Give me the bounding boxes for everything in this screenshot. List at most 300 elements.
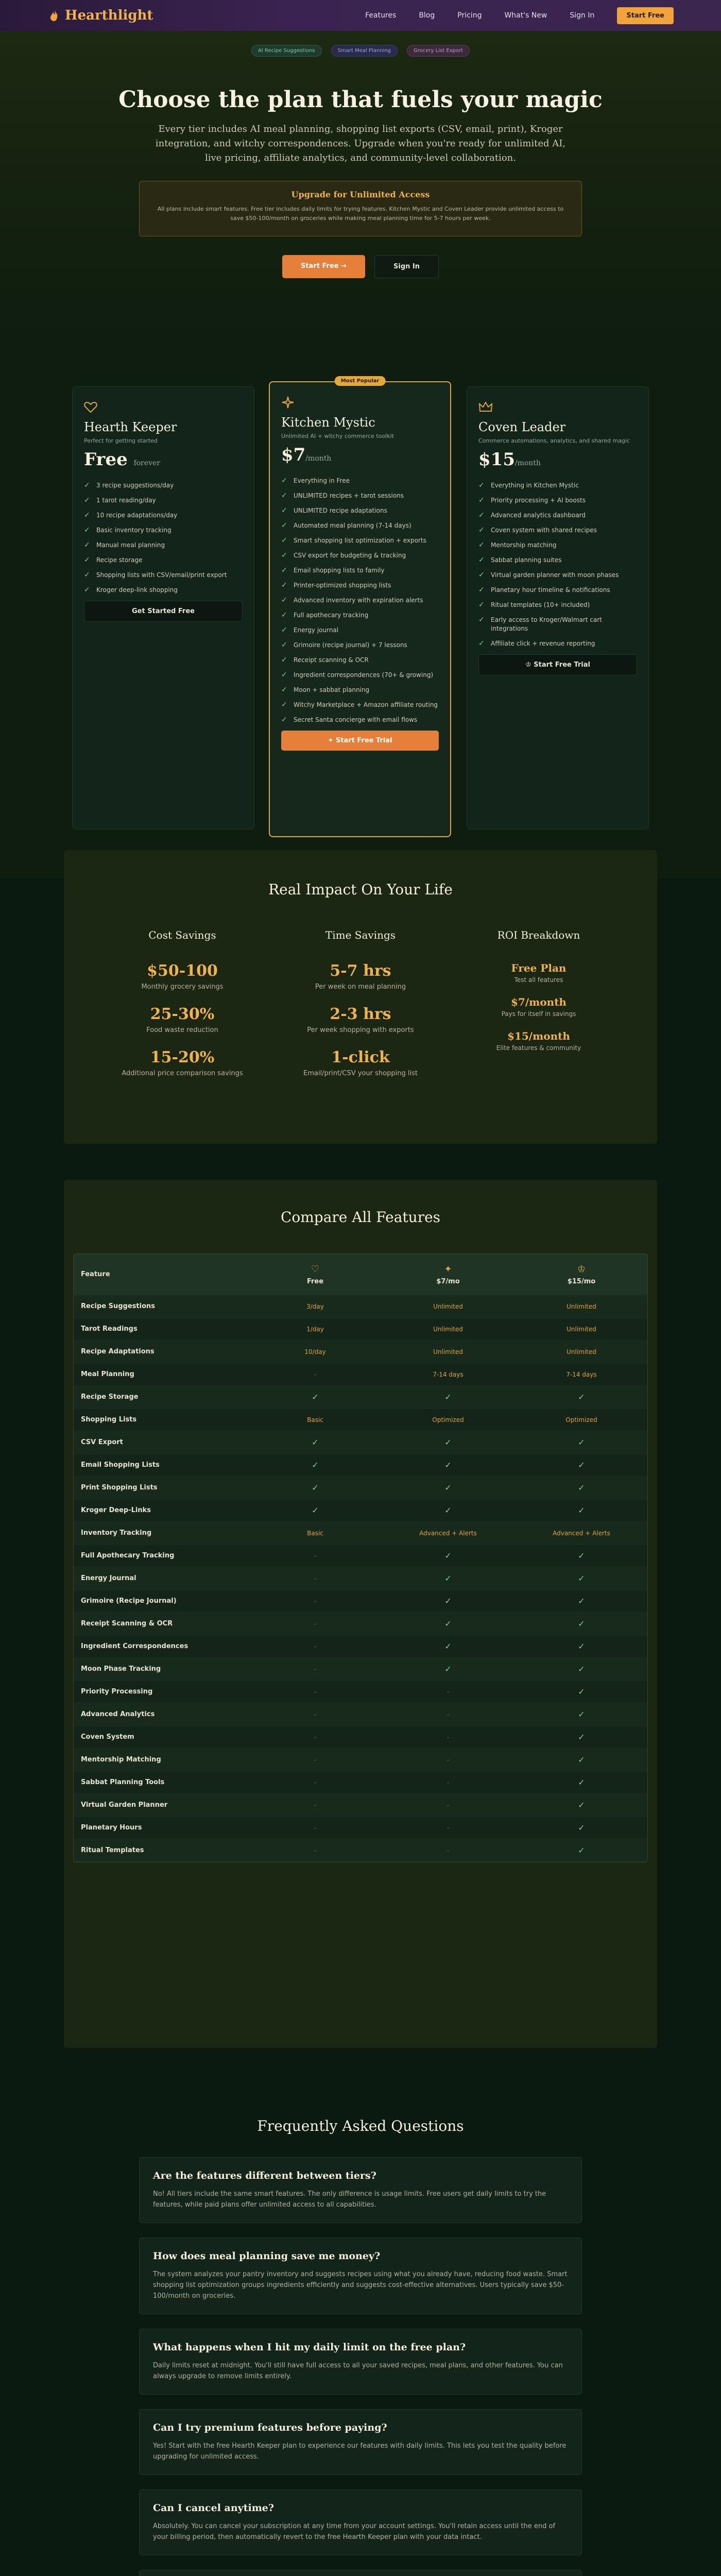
faq-answer: Yes! Start with the free Hearth Keeper plan to experience our features with daily limits. This lets you test the quality before upgrading for unlimited access. <box>153 2442 566 2461</box>
check-icon: ✓ <box>84 586 90 594</box>
check-icon: ✓ <box>444 1483 452 1493</box>
table-row <box>74 1726 647 1749</box>
impact-heading: ROI Breakdown <box>497 929 580 941</box>
button-label: Start Free Trial <box>335 737 392 744</box>
table-cell: 7-14 days <box>566 1370 597 1378</box>
impact-label: Elite features & community <box>496 1044 581 1052</box>
crown-icon <box>478 401 493 413</box>
plan-feature-item <box>84 526 243 535</box>
plan-feature-label: Secret Santa concierge with email flows <box>294 716 418 723</box>
faq-answer: The system analyzes your pantry inventory and suggests recipes using what you already have, reducing food waste. Smart shopping list optimization groups ingredients efficiently and suggests cost-effective alternatives. Users typically save $50-100/month on groceries. <box>153 2270 568 2300</box>
check-icon: ✓ <box>478 496 485 504</box>
plan-desc: Unlimited AI + witchy commerce toolkit <box>281 433 394 439</box>
check-icon: ✓ <box>84 496 90 504</box>
plan-feature-label: 1 tarot reading/day <box>96 497 156 504</box>
plan-feature-item <box>478 481 637 490</box>
plan-feature-label: Grimoire (recipe journal) + 7 lessons <box>294 641 407 649</box>
table-feature-name: Grimoire (Recipe Journal) <box>81 1597 177 1605</box>
check-icon: ✓ <box>578 1777 585 1787</box>
faq-item[interactable] <box>139 2489 582 2555</box>
table-cell: Unlimited <box>566 1348 596 1355</box>
compare-table <box>73 1253 648 1862</box>
plan-price <box>281 445 439 465</box>
plan-feature-item <box>281 716 439 724</box>
table-feature-name: Ingredient Correspondences <box>81 1642 188 1650</box>
plan-feature-item <box>478 541 637 550</box>
faq-answer: Daily limits reset at midnight. You'll still have full access to all your saved recipes, meal plans, and other features. You can always upgrade to remove limits entirely. <box>153 2362 563 2380</box>
brand-name: Hearthlight <box>65 8 153 23</box>
heart-icon <box>84 401 97 413</box>
table-feature-name: Recipe Storage <box>81 1393 139 1401</box>
kitchen-mystic-trial-button[interactable] <box>281 731 439 751</box>
check-icon: ✓ <box>312 1483 319 1493</box>
table-row <box>74 1318 647 1341</box>
faq-answer: Absolutely. You can cancel your subscription at any time from your account settings. You'll retain access until the end of your billing period, then automatically revert to the free Hearth Keeper plan with your data intact. <box>153 2522 556 2541</box>
plan-feature-label: Recipe storage <box>96 556 143 564</box>
plan-feature-label: Everything in Free <box>294 477 350 484</box>
table-cell-dash: - <box>447 1846 450 1854</box>
faq-item[interactable] <box>139 2157 582 2223</box>
check-icon: ✓ <box>281 477 287 485</box>
table-row <box>74 1613 647 1635</box>
table-row <box>74 1817 647 1839</box>
plan-feature-item <box>281 566 439 575</box>
nav-link-blog[interactable]: Blog <box>419 11 435 20</box>
plan-feature-item <box>281 686 439 694</box>
plan-feature-label: Priority processing + AI boosts <box>491 497 586 504</box>
check-icon: ✓ <box>444 1505 452 1515</box>
table-cell: 10/day <box>304 1348 326 1355</box>
check-icon: ✓ <box>312 1505 319 1515</box>
plan-feature-label: Shopping lists with CSV/email/print export <box>96 571 227 579</box>
plan-feature-item <box>281 626 439 635</box>
impact-value: 5-7 hrs <box>330 962 391 980</box>
check-icon: ✓ <box>578 1823 585 1833</box>
price-period: forever <box>133 459 161 467</box>
plan-feature-label: Mentorship matching <box>491 541 557 549</box>
price-period: /month <box>514 459 541 467</box>
heart-icon: ♡ <box>311 1263 320 1275</box>
table-cell-dash: - <box>314 1688 317 1696</box>
impact-value: Free Plan <box>511 962 566 974</box>
price-value: Free <box>84 449 128 470</box>
faq-question: How does meal planning save me money? <box>153 2250 381 2262</box>
plan-feature-item <box>281 521 439 530</box>
plan-feature-label: Planetary hour timeline & notifications <box>491 586 610 594</box>
table-cell-dash: - <box>447 1756 450 1764</box>
check-icon: ✓ <box>478 571 485 579</box>
plan-feature-label: Manual meal planning <box>96 541 165 549</box>
faq-item[interactable] <box>139 2238 582 2314</box>
impact-value: $15/month <box>507 1030 570 1042</box>
check-icon: ✓ <box>478 601 485 609</box>
faq-item[interactable] <box>139 2570 582 2576</box>
table-cell: Unlimited <box>566 1325 596 1333</box>
plan-feature-item <box>84 511 243 520</box>
plan-feature-label: Moon + sabbat planning <box>294 686 370 693</box>
check-icon: ✓ <box>578 1483 585 1493</box>
table-feature-name: Planetary Hours <box>81 1824 142 1832</box>
impact-value: 2-3 hrs <box>330 1005 391 1023</box>
check-icon: ✓ <box>444 1641 452 1651</box>
table-feature-name: Virtual Garden Planner <box>81 1801 168 1809</box>
table-feature-name: Recipe Suggestions <box>81 1302 156 1310</box>
table-cell-dash: - <box>447 1710 450 1718</box>
plan-feature-item <box>478 511 637 520</box>
table-cell-dash: - <box>314 1733 317 1741</box>
table-row <box>74 1522 647 1545</box>
impact-value: 25-30% <box>150 1005 215 1023</box>
plan-feature-item <box>84 586 243 595</box>
table-cell: Unlimited <box>433 1348 463 1355</box>
check-icon: ✓ <box>478 639 485 648</box>
table-row <box>74 1363 647 1386</box>
faq-question: Can I cancel anytime? <box>153 2502 274 2514</box>
upgrade-text: All plans include smart features. Free tier includes daily limits for trying features. Kitchen Mystic and Coven Leader provide unlimited access to save $50-100/month on groceries while making meal planning time for 5-7 hours per week. <box>157 206 564 222</box>
faq-answer: No! All tiers include the same smart features. The only difference is usage limits. Free users get daily limits to try the features, while paid plans offer unlimited access to all capabilities. <box>153 2190 546 2209</box>
table-header-row <box>74 1254 647 1295</box>
check-icon: ✓ <box>578 1709 585 1719</box>
plan-feature-item <box>478 586 637 595</box>
table-row <box>74 1839 647 1862</box>
table-cell-dash: - <box>447 1824 450 1832</box>
table-feature-name: Inventory Tracking <box>81 1529 152 1537</box>
plan-feature-item <box>84 541 243 550</box>
check-icon: ✓ <box>281 671 287 679</box>
hero-start-free-button[interactable] <box>282 255 365 278</box>
impact-label: Per week on meal planning <box>315 983 406 991</box>
sparkle-icon <box>281 396 295 409</box>
check-icon: ✓ <box>478 481 485 489</box>
impact-column-roi <box>461 929 616 1092</box>
table-cell-dash: - <box>447 1688 450 1696</box>
nav-link-features[interactable]: Features <box>365 11 397 20</box>
check-icon: ✓ <box>281 492 287 500</box>
table-feature-name: Email Shopping Lists <box>81 1461 160 1469</box>
table-feature-name: Shopping Lists <box>81 1416 137 1423</box>
plan-feature-item <box>84 481 243 490</box>
plan-feature-label: 3 recipe suggestions/day <box>96 482 174 489</box>
plan-feature-item <box>281 492 439 500</box>
check-icon: ✓ <box>281 596 287 604</box>
plan-feature-item <box>281 506 439 515</box>
plan-feature-label: Automated meal planning (7-14 days) <box>294 522 411 529</box>
plan-feature-item <box>84 571 243 580</box>
impact-label: Email/print/CSV your shopping list <box>303 1070 418 1077</box>
table-cell-dash: - <box>447 1733 450 1741</box>
table-feature-name: Coven System <box>81 1733 134 1741</box>
upgrade-title: Upgrade for Unlimited Access <box>291 190 430 199</box>
table-feature-name: Mentorship Matching <box>81 1756 161 1764</box>
faq-item[interactable] <box>139 2329 582 2395</box>
plan-feature-label: Kroger deep-link shopping <box>96 586 178 594</box>
impact-column-time <box>283 929 438 1092</box>
check-icon: ✓ <box>478 616 485 624</box>
plan-card-kitchen-mystic <box>269 378 451 837</box>
impact-label: Test all features <box>514 976 563 984</box>
table-cell-dash: - <box>314 1370 317 1378</box>
plan-feature-label: Coven system with shared recipes <box>491 527 597 534</box>
feature-pill: AI Recipe Suggestions <box>251 45 322 57</box>
impact-heading: Cost Savings <box>148 929 216 941</box>
plan-feature-label: Printer-optimized shopping lists <box>294 582 391 589</box>
plan-feature-label: Smart shopping list optimization + exports <box>294 537 426 544</box>
plan-feature-label: UNLIMITED recipe adaptations <box>294 507 387 514</box>
check-icon: ✓ <box>312 1460 319 1470</box>
check-icon: ✓ <box>444 1573 452 1583</box>
check-icon: ✓ <box>281 626 287 634</box>
check-icon: ✓ <box>281 611 287 619</box>
table-cell-dash: - <box>314 1597 317 1605</box>
table-row <box>74 1590 647 1613</box>
check-icon: ✓ <box>578 1551 585 1561</box>
check-icon: ✓ <box>84 571 90 579</box>
check-icon: ✓ <box>84 541 90 549</box>
table-cell: Unlimited <box>566 1302 596 1310</box>
check-icon: ✓ <box>281 566 287 574</box>
button-label: Start Free <box>300 262 339 270</box>
plan-price <box>478 449 637 470</box>
impact-label: Pays for itself in savings <box>501 1010 576 1018</box>
impact-section <box>64 850 657 1144</box>
plan-name: Kitchen Mystic <box>281 415 375 430</box>
check-icon: ✓ <box>578 1505 585 1515</box>
plan-feature-item <box>281 656 439 665</box>
check-icon: ✓ <box>444 1392 452 1402</box>
table-cell: Optimized <box>432 1416 464 1423</box>
table-feature-name: Sabbat Planning Tools <box>81 1778 165 1786</box>
table-feature-name: Energy Journal <box>81 1574 136 1582</box>
table-row <box>74 1567 647 1590</box>
plan-feature-item <box>281 596 439 605</box>
table-row <box>74 1703 647 1726</box>
sparkle-icon: ✦ <box>444 1263 452 1275</box>
plan-feature-item <box>281 536 439 545</box>
feature-pill: Smart Meal Planning <box>331 45 398 57</box>
plan-feature-label: CSV export for budgeting & tracking <box>294 552 406 559</box>
check-icon: ✓ <box>578 1845 585 1855</box>
check-icon: ✓ <box>84 556 90 564</box>
table-cell-dash: - <box>314 1846 317 1854</box>
plan-feature-item <box>84 556 243 565</box>
table-cell-dash: - <box>314 1710 317 1718</box>
check-icon: ✓ <box>478 556 485 564</box>
plan-feature-label: Everything in Kitchen Mystic <box>491 482 579 489</box>
brand-logo[interactable] <box>47 8 153 23</box>
table-row <box>74 1454 647 1477</box>
get-started-free-button[interactable]: Get Started Free <box>84 601 243 622</box>
tier-header-free <box>249 1264 382 1285</box>
check-icon: ✓ <box>578 1755 585 1765</box>
impact-label: Monthly grocery savings <box>141 983 224 991</box>
plan-feature-item <box>281 701 439 709</box>
nav-link-sign-in[interactable]: Sign In <box>570 11 595 20</box>
plan-feature-item <box>281 671 439 680</box>
table-row <box>74 1771 647 1794</box>
plan-feature-item <box>478 496 637 505</box>
check-icon: ✓ <box>444 1664 452 1674</box>
crown-icon: ♔ <box>525 661 531 669</box>
table-row <box>74 1749 647 1771</box>
upgrade-notice <box>139 181 582 236</box>
table-cell: 7-14 days <box>433 1370 464 1378</box>
check-icon: ✓ <box>444 1460 452 1470</box>
plan-feature-label: Full apothecary tracking <box>294 612 369 619</box>
table-feature-name: Ritual Templates <box>81 1846 144 1854</box>
plan-feature-label: 10 recipe adaptations/day <box>96 512 178 519</box>
faq-section <box>0 2117 721 2576</box>
check-icon: ✓ <box>312 1437 319 1447</box>
table-row <box>74 1409 647 1431</box>
table-feature-name: Recipe Adaptations <box>81 1348 154 1355</box>
nav-link-pricing[interactable]: Pricing <box>457 11 482 20</box>
faq-item[interactable] <box>139 2409 582 2475</box>
faq-question: Are the features different between tiers? <box>153 2170 376 2181</box>
table-cell-dash: - <box>314 1801 317 1809</box>
hero-subtitle: Every tier includes AI meal planning, shopping list exports (CSV, email, print), Kroger integration, and witchy correspondences. Upgrade when you're ready for unlimited AI, live pricing, affiliate analytics, and community-level collaboration. <box>155 124 566 163</box>
table-row <box>74 1431 647 1454</box>
impact-column-cost <box>105 929 260 1092</box>
plan-feature-item <box>478 639 637 648</box>
plan-feature-item <box>478 571 637 580</box>
plan-feature-label: Advanced inventory with expiration alerts <box>294 597 423 604</box>
plan-feature-item <box>478 526 637 535</box>
price-value: $15 <box>478 449 515 470</box>
table-feature-name: Advanced Analytics <box>81 1710 155 1718</box>
plan-feature-label: Energy journal <box>294 626 339 634</box>
table-cell-dash: - <box>447 1801 450 1809</box>
plan-feature-label: Email shopping lists to family <box>294 567 385 574</box>
plan-feature-label: Sabbat planning suites <box>491 556 562 564</box>
table-feature-name: CSV Export <box>81 1438 123 1446</box>
most-popular-badge: Most Popular <box>335 376 386 386</box>
table-cell: 3/day <box>306 1302 324 1310</box>
table-cell: Advanced + Alerts <box>553 1529 610 1537</box>
check-icon: ✓ <box>281 536 287 545</box>
table-row <box>74 1658 647 1681</box>
table-cell: Basic <box>307 1529 323 1537</box>
table-cell: 1/day <box>306 1325 324 1333</box>
check-icon: ✓ <box>281 656 287 664</box>
table-cell-dash: - <box>314 1642 317 1650</box>
table-cell: Optimized <box>565 1416 597 1423</box>
arrow-right-icon: → <box>341 262 347 270</box>
check-icon: ✓ <box>444 1619 452 1629</box>
plan-feature-label: Virtual garden planner with moon phases <box>491 571 619 579</box>
table-cell-dash: - <box>314 1778 317 1786</box>
plan-feature-item <box>281 551 439 560</box>
plan-feature-item <box>478 556 637 565</box>
check-icon: ✓ <box>578 1460 585 1470</box>
coven-leader-trial-button[interactable] <box>478 654 637 675</box>
check-icon: ✓ <box>84 481 90 489</box>
table-row <box>74 1386 647 1409</box>
impact-value: $7/month <box>511 996 566 1008</box>
check-icon: ✓ <box>281 581 287 589</box>
table-feature-name: Tarot Readings <box>81 1325 138 1333</box>
table-feature-name: Receipt Scanning & OCR <box>81 1620 173 1628</box>
table-feature-name: Priority Processing <box>81 1688 153 1696</box>
check-icon: ✓ <box>578 1687 585 1697</box>
table-row <box>74 1635 647 1658</box>
table-cell: Basic <box>307 1416 323 1423</box>
price-value: $7 <box>281 445 306 465</box>
check-icon: ✓ <box>578 1596 585 1606</box>
crown-icon: ♔ <box>577 1263 586 1275</box>
plan-feature-label: Affiliate click + revenue reporting <box>491 640 595 647</box>
check-icon: ✓ <box>281 701 287 709</box>
tier-header-coven <box>514 1264 648 1285</box>
nav-start-free-button[interactable]: Start Free <box>617 7 674 24</box>
compare-title: Compare All Features <box>280 1209 441 1226</box>
check-icon: ✓ <box>578 1392 585 1402</box>
table-cell-dash: - <box>314 1756 317 1764</box>
check-icon: ✓ <box>578 1641 585 1651</box>
check-icon: ✓ <box>478 586 485 594</box>
price-period: /month <box>305 454 332 463</box>
plan-feature-label: UNLIMITED recipes + tarot sessions <box>294 492 404 499</box>
check-icon: ✓ <box>578 1437 585 1447</box>
hero-sign-in-button[interactable]: Sign In <box>374 255 439 278</box>
check-icon: ✓ <box>578 1800 585 1810</box>
table-feature-name: Kroger Deep-Links <box>81 1506 151 1514</box>
plan-feature-label: Advanced analytics dashboard <box>491 512 586 519</box>
pricing-section <box>0 340 721 878</box>
check-icon: ✓ <box>578 1732 585 1742</box>
tier-label: $15/mo <box>567 1277 596 1285</box>
table-cell: Unlimited <box>433 1325 463 1333</box>
plan-feature-item <box>84 496 243 505</box>
table-row <box>74 1499 647 1522</box>
plan-feature-item <box>281 611 439 620</box>
plan-feature-label: Witchy Marketplace + Amazon affiliate routing <box>294 701 438 708</box>
table-feature-name: Full Apothecary Tracking <box>81 1552 175 1560</box>
nav-link-whats-new[interactable]: What's New <box>504 11 547 20</box>
impact-heading: Time Savings <box>325 929 396 941</box>
plan-price <box>84 449 243 470</box>
table-feature-name: Moon Phase Tracking <box>81 1665 161 1673</box>
plan-feature-item <box>281 477 439 485</box>
impact-value: 1-click <box>331 1048 390 1066</box>
table-feature-name: Print Shopping Lists <box>81 1484 158 1492</box>
tier-label: Free <box>306 1277 324 1285</box>
table-cell-dash: - <box>314 1620 317 1628</box>
plan-feature-label: Basic inventory tracking <box>96 527 171 534</box>
plan-feature-label: Early access to Kroger/Walmart cart integrations <box>491 616 602 632</box>
table-cell-dash: - <box>314 1574 317 1582</box>
plan-feature-label: Ingredient correspondences (70+ & growing) <box>294 671 434 679</box>
table-row <box>74 1341 647 1363</box>
table-row <box>74 1545 647 1567</box>
table-cell-dash: - <box>314 1665 317 1673</box>
table-cell-dash: - <box>314 1824 317 1832</box>
check-icon: ✓ <box>444 1596 452 1606</box>
plan-feature-label: Ritual templates (10+ included) <box>491 601 590 608</box>
impact-label: Food waste reduction <box>146 1026 218 1034</box>
faq-question: What happens when I hit my daily limit on the free plan? <box>153 2342 466 2353</box>
check-icon: ✓ <box>281 716 287 724</box>
impact-label: Per week shopping with exports <box>307 1026 414 1034</box>
plan-feature-item <box>478 616 637 633</box>
sparkle-icon: ✦ <box>328 737 334 744</box>
check-icon: ✓ <box>578 1573 585 1583</box>
impact-label: Additional price comparison savings <box>122 1070 243 1077</box>
check-icon: ✓ <box>478 526 485 534</box>
check-icon: ✓ <box>312 1392 319 1402</box>
tier-header-mystic <box>382 1264 514 1285</box>
plan-desc: Perfect for getting started <box>84 437 158 444</box>
plan-desc: Commerce automations, analytics, and shared magic <box>478 437 630 444</box>
